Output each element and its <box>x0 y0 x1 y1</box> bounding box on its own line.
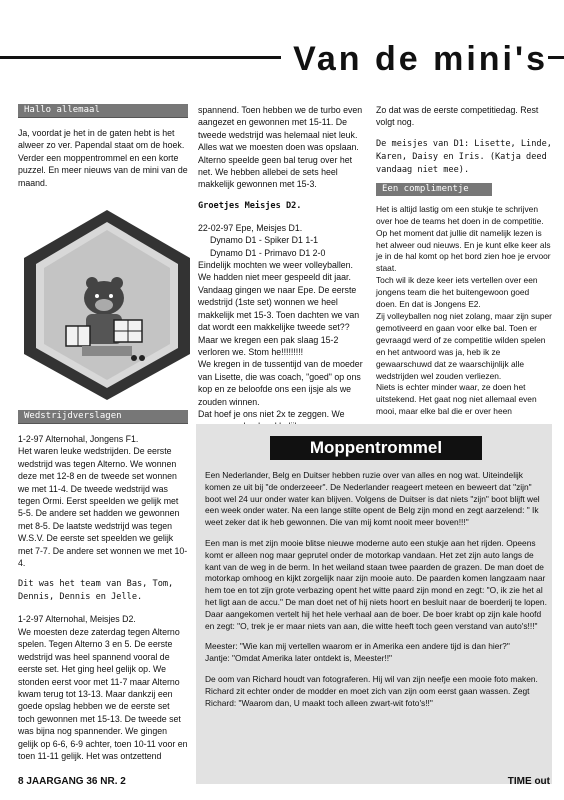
col2-text-3: We kregen in de tussentijd van de moeder van Lisette, die was coach, "goed" op ons kop en ze beloofde ons een ijsje als we zouden winnen. <box>198 359 363 407</box>
col2-text-1: spannend. Toen hebben we de turbo even aangezet en gewonnen met 15-11. De tweede wedstrijd was helemaal niet leuk. Alles wat we moesten doen was opslaan. Alterno speelde geen bal terug over het net. We hebben allebei de sets heel makkelijk gewonnen met 15-3. <box>198 105 363 190</box>
page-title: Van de mini's <box>281 44 548 74</box>
section-header-compliment: Een complimentje <box>376 183 492 196</box>
hallo-section <box>18 104 188 189</box>
wedstrijd-section <box>18 410 188 762</box>
mini-illustration <box>22 208 192 402</box>
col3-team: De meisjes van D1: Lisette, Linde, Karen, Daisy en Iris. (Katja deed vandaag niet mee). <box>376 138 552 175</box>
wedstrijd-report-1: 1-2-97 Alternohal, Jongens F1. Het waren leuke wedstrijden. De eerste wedstrijd was tegen Alterno. We wonnen deze met 12-8 en de tweede set wonnen we met 11-4. De tweede wedstrijd was tegen Ormi. Eerst speelden we gelijk met 5-5. De andere set hadden we gewonnen met 8-5. De laatste wedstrijd was tegen W.S.V. De eerste set speelden we gelijk met 7-7. De andere set wonnen we met 10-4. <box>18 434 188 569</box>
column-3 <box>376 104 552 418</box>
col2-text-2: Eindelijk mochten we weer volleyballen. We hadden niet meer gespeeld dit jaar. Vandaag gingen we naar Epe. De eerste wedstrijd (1ste set) wonnen we heel makkelijk met 15-3. Toen dachten we van dat wordt een makkelijke tweede set?? Maar we kregen een pak slaag 15-2 verloren we. Stom he!!!!!!!!! <box>198 260 360 357</box>
col3-text-2: Het is altijd lastig om een stukje te schrijven over hoe de teams het doen in de competitie. Op het moment dat jullie dit namelijk lezen is het alweer oud nieuws. En je kunt elke keer als je in de hal komt op het bord zien hoe je ervoor staat. Toch wil ik deze keer iets vertellen over een jongens team die het buitengewoon goed doen. En dat is Jongens E2. Zij volleyballen nog niet zolang, maar zijn super gemotiveerd en gaan voor elke bal. Toen er gevraagd werd of ze competitie wilden spelen en het antwoord was ja, heb ik ze gewaarschuwd dat ze waarschijnlijk alle wedstrijden wel zouden verliezen. Niets is echter minder waar, ze doen het uitstekend. Het gaat nog niet allemaal even mooi, maar elke bal die er over heen <box>376 203 552 417</box>
section-header-hallo: Hallo allemaal <box>18 104 188 118</box>
joke-2: Een man is met zijn mooie blitse nieuwe moderne auto een stukje aan het rijden. Opeens komt er alleen nog maar geprutel onder de motorkap vandaan. Het zet zijn auto langs de kant van de weg in de berm. In het weiland staan twee paarden de grazen. De man doet de motorkap omhoog en kijkt zorgelijk naar zijn mooie auto. De paarden komen langzaam naar hem toe en tot zijn grote verbazing opent het witte paard zijn mond en zegt: "O, ik zie het al het ligt aan de accu." De man doet net of hij niets hoort en besluit naar de boerderij te lopen. Daar aangekomen vertelt hij het hele verhaal aan de boer. De boer krabt op zijn kale hoofd en zegt: "O, trek je er maar niets van aan, die witte heeft toch geen verstand van auto's!!!" <box>205 537 547 631</box>
col2-heading: 22-02-97 Epe, Meisjes D1. <box>198 222 303 233</box>
joke-1: Een Nederlander, Belg en Duitser hebben ruzie over van alles en nog wat. Uiteindelijk komen ze uit bij "de onderzeeer". De Nederlander reageert meteen en beweert dat "zijn" boot wel 24 uur onder water kan blijven. Volgens de Duitser is dat niets "zijn" boot blijft wel een week onder water. Na een lange stilte opent de Belg zijn mond en zegt aarzelend: " Ik weet zeker dat ik heb gewonnen. Die van mij komt nooit meer boven!!!" <box>205 470 540 528</box>
col3-text-1: Zo dat was de eerste competitiedag. Rest volgt nog. <box>376 105 539 128</box>
wedstrijd-team: Dit was het team van Bas, Tom, Dennis, Dennis en Jelle. <box>18 579 174 603</box>
section-header-wedstrijd: Wedstrijdverslagen <box>18 410 188 424</box>
col2-score-1: Dynamo D1 - Spiker D1 1-1 <box>210 235 319 246</box>
col2-greeting: Groetjes Meisjes D2. <box>198 200 302 211</box>
column-2 <box>198 104 366 433</box>
moppentrommel-title: Moppentrommel <box>270 436 482 460</box>
joke-4: De oom van Richard houdt van fotograferen. Hij wil van zijn neefje een mooie foto maken. Richard zit echter onder de modder en moet zich van zijn oom eerst gaan wassen. Zegt Richard: "Waarom dan, U maakt toch alleen zwart-wit foto's!!" <box>205 673 538 708</box>
wedstrijd-report-2: 1-2-97 Alternohal, Meisjes D2. We moesten deze zaterdag tegen Alterno spelen. Tegen Alterno 3 en 5. De eerste wedstrijd was heel spannend vooral de eerste set. Het ging heel gelijk op. We stonden eerst voor met 11-7 maar Alterno kwam terug tot 13-13. Maar dankzij een goede opslag hebben we de eerste set toch gewonnen met 15-13. De tweede set was bijna nog spannender. We gingen gelijk op 6-6, 6-9 achter, toen 10-11 voor en toen 11-11 gelijk. Het was ontzettend <box>18 614 188 761</box>
joke-3: Meester: "Wie kan mij vertellen waarom er in Amerika een andere tijd is dan hier?" Jantje: "Omdat Amerika later ontdekt is, Meester!!" <box>205 641 510 664</box>
hallo-text: Ja, voordat je het in de gaten hebt is het alweer zo ver. Papendal staat om de hoek. Verder een moppentrommel en een korte puzzel. En meer nieuws van de mini van de maand. <box>18 128 188 188</box>
col2-score-2: Dynamo D1 - Primavo D1 2-0 <box>210 247 326 258</box>
moppentrommel-text <box>205 470 547 718</box>
footer-page-info: 8 JAARGANG 36 NR. 2 <box>18 776 126 787</box>
footer-magazine-name: TIME out <box>507 776 550 787</box>
col2-text-4: Dat hoef je ons niet 2x te zeggen. We <box>198 408 345 419</box>
